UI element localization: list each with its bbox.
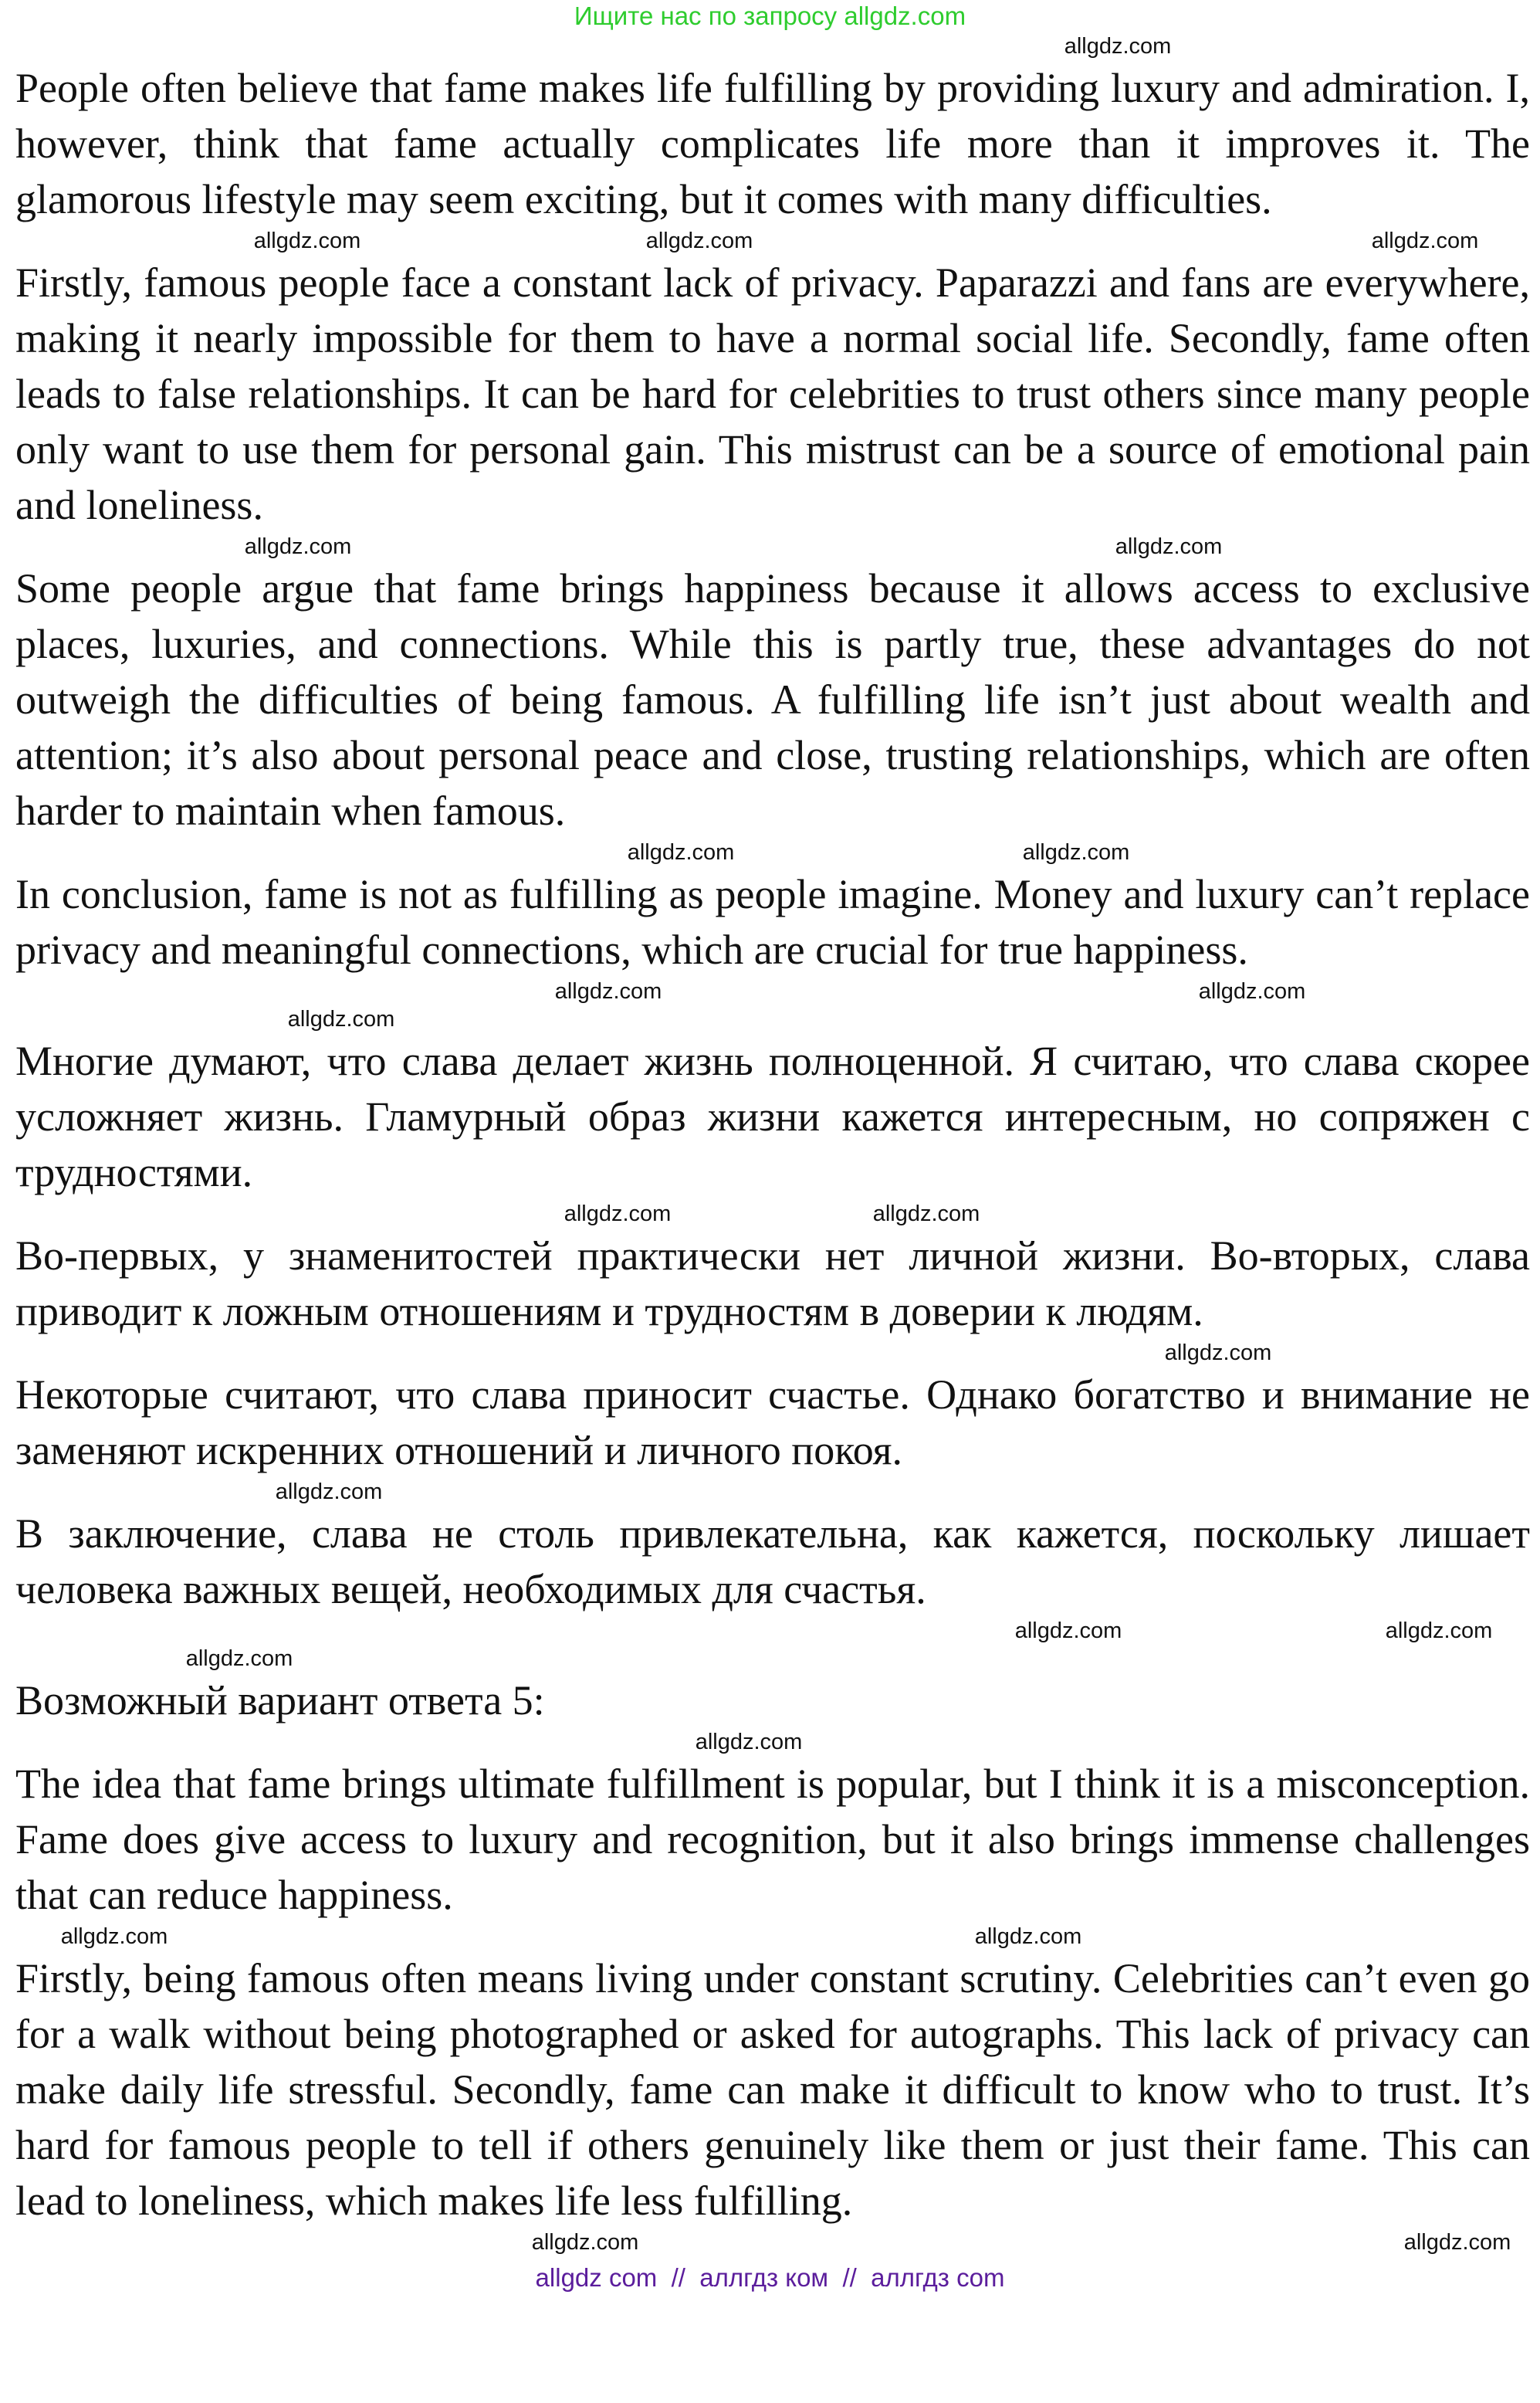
watermark: allgdz.com	[1164, 1340, 1272, 1365]
translation-paragraph-1: Многие думают, что слава делает жизнь полноценной. Я считаю, что слава скорее усложняет жизнь. Гламурный образ жизни кажется интересным, но сопряжен с трудностями.	[15, 1038, 1530, 1195]
essay-paragraph-conclusion: In conclusion, fame is not as fulfilling as people imagine. Money and luxury can’t replace privacy and meaningful connections, which are crucial for true happiness.	[15, 871, 1530, 973]
watermark-row	[0, 839, 1540, 866]
essay5-paragraph-body-1: Firstly, being famous often means living under constant scrutiny. Celebrities can’t even go for a walk without being photographed or asked for autographs. This lack of privacy can make daily life stressful. Secondly, fame can make it difficult to know who to trust. It’s hard for famous people to tell if others genuinely like them or just their fame. This can lead to loneliness, which makes life less fulfilling.	[15, 1955, 1530, 2224]
watermark-row	[0, 1005, 1540, 1033]
watermark: allgdz.com	[287, 1007, 395, 1032]
watermark-row	[0, 1645, 1540, 1673]
watermark-row	[0, 1728, 1540, 1756]
watermark: allgdz.com	[1403, 2230, 1511, 2255]
watermark: allgdz.com	[253, 229, 361, 253]
watermark: allgdz.com	[1371, 229, 1479, 253]
watermark: allgdz.com	[564, 1202, 672, 1226]
watermark: allgdz.com	[627, 840, 735, 865]
watermark: allgdz.com	[1198, 979, 1306, 1004]
watermark: allgdz.com	[645, 229, 753, 253]
watermark: allgdz.com	[1014, 1618, 1122, 1643]
watermark: allgdz.com	[695, 1730, 803, 1754]
watermark: allgdz.com	[1385, 1618, 1493, 1643]
footer-links: allgdz com // аллгдз ком // аллгдз com	[535, 2263, 1005, 2292]
watermark-row	[0, 1339, 1540, 1367]
watermark-row	[0, 32, 1540, 60]
translation-paragraph-2: Во-первых, у знаменитостей практически нет личной жизни. Во-вторых, слава приводит к ложным отношениям и трудностям в доверии к людям.	[15, 1232, 1530, 1334]
watermark: allgdz.com	[185, 1646, 293, 1671]
translation-paragraph-4: В заключение, слава не столь привлекательна, как кажется, поскольку лишает человека важных вещей, необходимых для счастья.	[15, 1510, 1530, 1612]
essay-paragraph-body-2: Some people argue that fame brings happiness because it allows access to exclusive places, luxuries, and connections. While this is partly true, these advantages do not outweigh the difficulties of being famous. A fulfilling life isn’t just about wealth and attention; it’s also about personal peace and close, trusting relationships, which are often harder to maintain when famous.	[15, 565, 1530, 834]
watermark: allgdz.com	[60, 1924, 168, 1949]
watermark: allgdz.com	[1022, 840, 1130, 865]
watermark: allgdz.com	[531, 2230, 639, 2255]
watermark-row	[0, 533, 1540, 561]
watermark: allgdz.com	[244, 534, 352, 559]
watermark: allgdz.com	[1064, 34, 1172, 59]
search-hint-banner: Ищите нас по запросу allgdz.com	[574, 2, 966, 30]
watermark-row	[0, 1200, 1540, 1228]
watermark: allgdz.com	[554, 979, 662, 1004]
watermark: allgdz.com	[1115, 534, 1223, 559]
watermark-row	[0, 227, 1540, 255]
watermark: allgdz.com	[275, 1479, 383, 1504]
essay-paragraph-intro: People often believe that fame makes life fulfilling by providing luxury and admiration. I, however, think that fame actually complicates life more than it improves it. The glamorous lifestyle may seem exciting, but it comes with many difficulties.	[15, 65, 1530, 222]
translation-paragraph-3: Некоторые считают, что слава приносит счастье. Однако богатство и внимание не заменяют искренних отношений и личного покоя.	[15, 1371, 1530, 1473]
watermark-row	[0, 2228, 1540, 2256]
essay5-paragraph-intro: The idea that fame brings ultimate fulfillment is popular, but I think it is a misconception. Fame does give access to luxury and recognition, but it also brings immense challenges that can reduce happiness.	[15, 1761, 1530, 1918]
watermark-row	[0, 978, 1540, 1005]
watermark-row	[0, 1478, 1540, 1506]
watermark: allgdz.com	[974, 1924, 1082, 1949]
essay-paragraph-body-1: Firstly, famous people face a constant lack of privacy. Paparazzi and fans are everywhere, making it nearly impossible for them to have a normal social life. Secondly, fame often leads to false relationships. It can be hard for celebrities to trust others since many people only want to use them for personal gain. This mistrust can be a source of emotional pain and loneliness.	[15, 259, 1530, 528]
watermark-row	[0, 1617, 1540, 1645]
watermark: allgdz.com	[872, 1202, 980, 1226]
answer-variant-heading: Возможный вариант ответа 5:	[15, 1677, 545, 1723]
watermark-row	[0, 1923, 1540, 1951]
